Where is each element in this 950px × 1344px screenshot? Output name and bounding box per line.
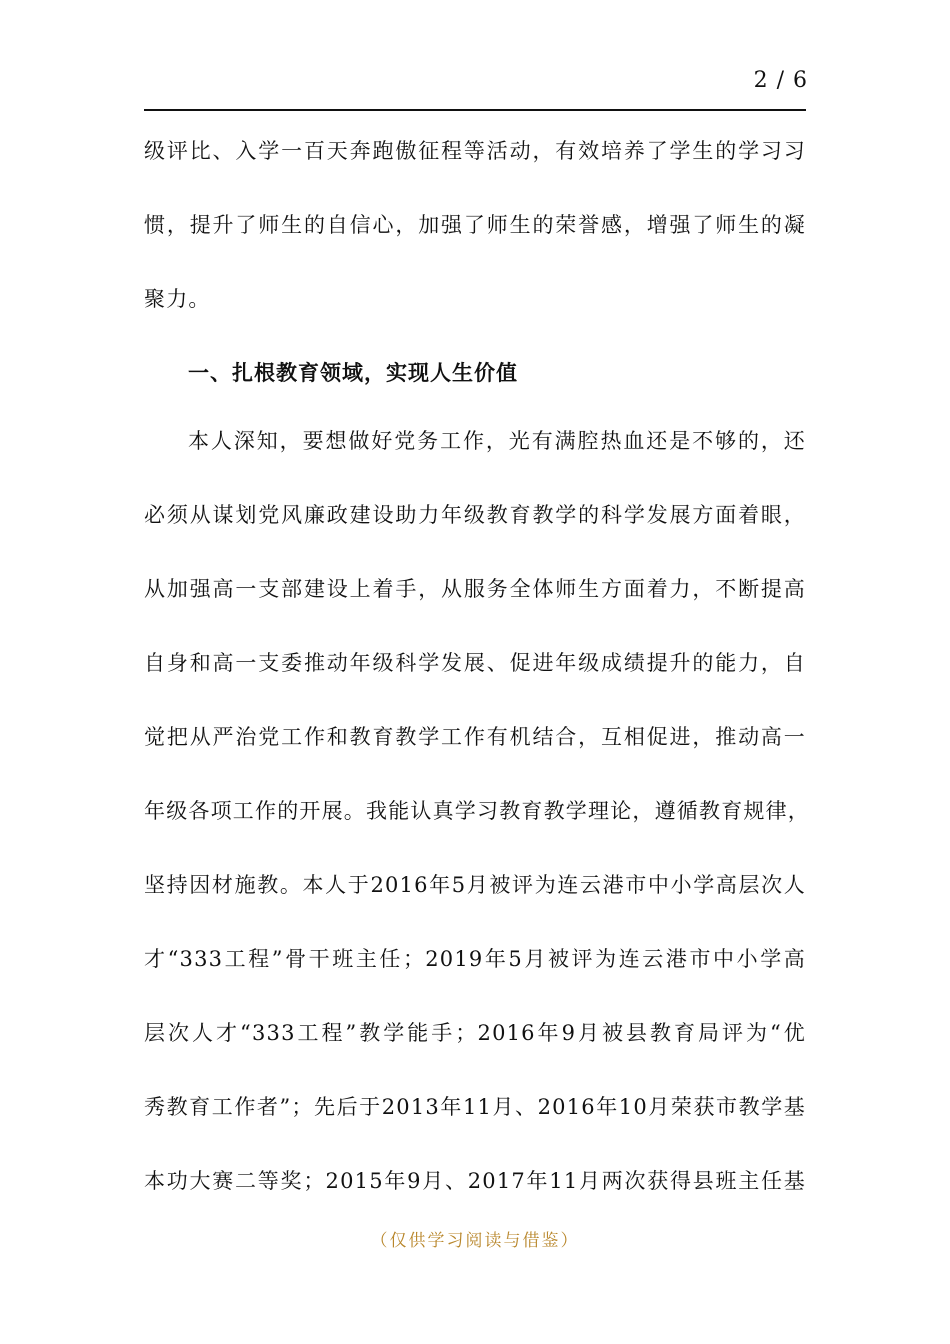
body-line: 本功大赛二等奖；2015年9月、2017年11月两次获得县班主任基 xyxy=(144,1169,806,1193)
body-line: 坚持因材施教。本人于2016年5月被评为连云港市中小学高层次人 xyxy=(144,873,806,897)
footer-note: （仅供学习阅读与借鉴） xyxy=(370,1231,580,1251)
body-line: 从加强高一支部建设上着手，从服务全体师生方面着力，不断提高 xyxy=(144,577,806,601)
body-line: 秀教育工作者”；先后于2013年11月、2016年10月荣获市教学基 xyxy=(144,1095,806,1119)
body-line: 年级各项工作的开展。我能认真学习教育教学理论，遵循教育规律， xyxy=(144,799,810,823)
header-rule xyxy=(144,109,806,111)
section-heading: 一、扎根教育领域，实现人生价值 xyxy=(188,361,518,385)
body-line: 层次人才“333工程”教学能手；2016年9月被县教育局评为“优 xyxy=(144,1021,806,1045)
body-line: 聚力。 xyxy=(144,287,211,311)
body-line: 必须从谋划党风廉政建设助力年级教育教学的科学发展方面着眼， xyxy=(144,503,806,527)
body-line: 自身和高一支委推动年级科学发展、促进年级成绩提升的能力，自 xyxy=(144,651,806,675)
body-line: 惯，提升了师生的自信心，加强了师生的荣誉感，增强了师生的凝 xyxy=(144,213,806,237)
page-number: 2 / 6 xyxy=(753,68,808,93)
body-line: 本人深知，要想做好党务工作，光有满腔热血还是不够的，还 xyxy=(188,429,806,453)
body-line: 级评比、入学一百天奔跑傲征程等活动，有效培养了学生的学习习 xyxy=(144,139,806,163)
body-line: 觉把从严治党工作和教育教学工作有机结合，互相促进，推动高一 xyxy=(144,725,806,749)
body-line: 才“333工程”骨干班主任；2019年5月被评为连云港市中小学高 xyxy=(144,947,806,971)
document-body xyxy=(144,128,810,1232)
